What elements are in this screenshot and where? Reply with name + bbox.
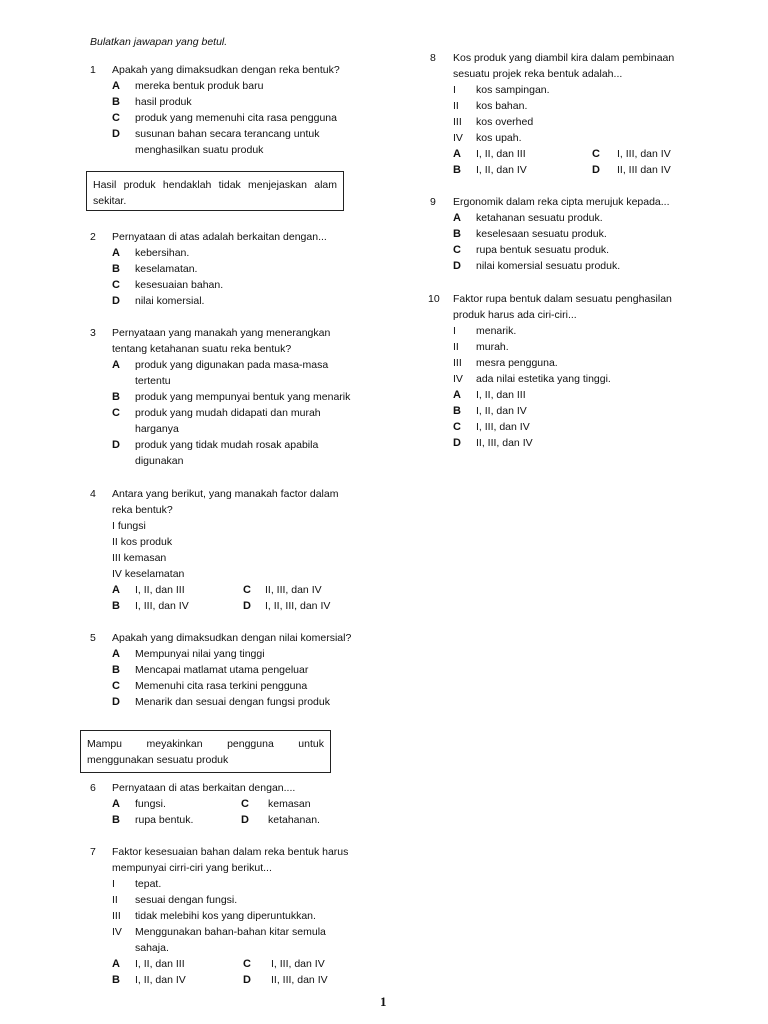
roman-item-4: ada nilai estetika yang tinggi.	[476, 373, 611, 385]
option-letter-b[interactable]: B	[112, 263, 120, 275]
question-stem: Faktor kesesuaian bahan dalam reka bentuk harus	[112, 846, 349, 858]
option-letter-a[interactable]: A	[112, 359, 120, 371]
option-text-d[interactable]: Menarik dan sesuai dengan fungsi produk	[135, 696, 330, 708]
question-number: 2	[90, 231, 96, 243]
option-text-c[interactable]: produk yang memenuhi cita rasa pengguna	[135, 112, 337, 124]
roman-item-4: kos upah.	[476, 132, 522, 144]
option-text-d-cont[interactable]: menghasilkan suatu produk	[135, 144, 264, 156]
option-text-a[interactable]: I, II, dan III	[476, 389, 526, 401]
roman-numeral-3: III	[453, 357, 462, 369]
instruction-text: Bulatkan jawapan yang betul.	[90, 36, 228, 48]
option-letter-a[interactable]: A	[453, 212, 461, 224]
option-letter-c[interactable]: C	[453, 421, 461, 433]
roman-item-1: menarik.	[476, 325, 517, 337]
option-text-a[interactable]: ketahanan sesuatu produk.	[476, 212, 603, 224]
question-stem: Pernyataan di atas adalah berkaitan dengan...	[112, 231, 327, 243]
roman-item-1: I fungsi	[112, 520, 146, 532]
roman-item-2: murah.	[476, 341, 509, 353]
option-text-a[interactable]: I, II, dan III	[135, 584, 185, 596]
option-text-a[interactable]: I, II, dan III	[135, 958, 185, 970]
option-letter-d[interactable]: D	[592, 164, 600, 176]
option-text-c[interactable]: I, III, dan IV	[617, 148, 671, 160]
option-text-a[interactable]: mereka bentuk produk baru	[135, 80, 264, 92]
option-letter-b[interactable]: B	[112, 974, 120, 986]
roman-numeral-2: II	[112, 894, 118, 906]
option-text-c[interactable]: rupa bentuk sesuatu produk.	[476, 244, 610, 256]
option-letter-d[interactable]: D	[112, 696, 120, 708]
roman-item-3: kos overhed	[476, 116, 534, 128]
option-letter-b[interactable]: B	[453, 164, 461, 176]
option-letter-b[interactable]: B	[453, 405, 461, 417]
question-number: 4	[90, 488, 96, 500]
option-letter-a[interactable]: A	[112, 798, 120, 810]
option-text-d[interactable]: II, III, dan IV	[476, 437, 533, 449]
option-letter-d[interactable]: D	[112, 439, 120, 451]
option-text-c[interactable]: II, III, dan IV	[265, 584, 322, 596]
option-letter-d[interactable]: D	[112, 295, 120, 307]
option-text-a[interactable]: fungsi.	[135, 798, 166, 810]
option-text-a-cont[interactable]: tertentu	[135, 375, 171, 387]
question-number: 9	[430, 196, 436, 208]
question-stem: Pernyataan yang manakah yang menerangkan	[112, 327, 331, 339]
option-letter-c[interactable]: C	[243, 958, 251, 970]
roman-numeral-4: IV	[112, 926, 122, 938]
option-letter-c[interactable]: C	[112, 279, 120, 291]
option-letter-c[interactable]: C	[241, 798, 249, 810]
option-letter-b[interactable]: B	[453, 228, 461, 240]
question-stem-cont: reka bentuk?	[112, 504, 173, 516]
option-text-c[interactable]: produk yang mudah didapati dan murah	[135, 407, 321, 419]
option-letter-c[interactable]: C	[243, 584, 251, 596]
option-letter-c[interactable]: C	[112, 112, 120, 124]
option-letter-a[interactable]: A	[112, 958, 120, 970]
question-number: 8	[430, 52, 436, 64]
option-letter-a[interactable]: A	[112, 247, 120, 259]
roman-numeral-1: I	[453, 325, 456, 337]
question-stem-cont: produk harus ada ciri-ciri...	[453, 309, 577, 321]
option-text-d[interactable]: I, II, III, dan IV	[265, 600, 331, 612]
question-stem-cont: mempunyai cirri-ciri yang berikut...	[112, 862, 272, 874]
roman-item-4-cont: sahaja.	[135, 942, 169, 954]
roman-item-1: tepat.	[135, 878, 162, 890]
question-number: 3	[90, 327, 96, 339]
option-text-b[interactable]: I, III, dan IV	[135, 600, 189, 612]
roman-item-3: mesra pengguna.	[476, 357, 558, 369]
roman-item-4: Menggunakan bahan-bahan kitar semula	[135, 926, 326, 938]
roman-numeral-2: II	[453, 341, 459, 353]
question-stem-cont: tentang ketahanan suatu reka bentuk?	[112, 343, 292, 355]
option-letter-a[interactable]: A	[112, 648, 120, 660]
roman-item-4: IV keselamatan	[112, 568, 185, 580]
option-text-b[interactable]: rupa bentuk.	[135, 814, 194, 826]
question-number: 6	[90, 782, 96, 794]
question-stem: Pernyataan di atas berkaitan dengan....	[112, 782, 296, 794]
option-text-a[interactable]: Mempunyai nilai yang tinggi	[135, 648, 265, 660]
option-text-c[interactable]: Memenuhi cita rasa terkini pengguna	[135, 680, 308, 692]
option-letter-c[interactable]: C	[112, 407, 120, 419]
option-text-c[interactable]: kemasan	[268, 798, 311, 810]
option-text-b[interactable]: I, II, dan IV	[476, 405, 527, 417]
roman-numeral-1: I	[112, 878, 115, 890]
roman-numeral-4: IV	[453, 132, 463, 144]
question-number: 10	[428, 293, 440, 305]
roman-numeral-2: II	[453, 100, 459, 112]
option-letter-b[interactable]: B	[112, 600, 120, 612]
option-text-c[interactable]: kesesuaian bahan.	[135, 279, 224, 291]
option-text-d[interactable]: produk yang tidak mudah rosak apabila	[135, 439, 319, 451]
question-stem: Faktor rupa bentuk dalam sesuatu penghasilan	[453, 293, 672, 305]
question-number: 5	[90, 632, 96, 644]
option-letter-a[interactable]: A	[453, 389, 461, 401]
roman-numeral-1: I	[453, 84, 456, 96]
option-text-b[interactable]: keselamatan.	[135, 263, 198, 275]
option-text-a[interactable]: produk yang digunakan pada masa-masa	[135, 359, 329, 371]
question-stem-cont: sesuatu projek reka bentuk adalah...	[453, 68, 623, 80]
question-number: 1	[90, 64, 96, 76]
question-stem: Apakah yang dimaksudkan dengan nilai komersial?	[112, 632, 352, 644]
option-text-d[interactable]: ketahanan.	[268, 814, 320, 826]
option-letter-d[interactable]: D	[243, 600, 251, 612]
option-letter-b[interactable]: B	[112, 96, 120, 108]
option-letter-d[interactable]: D	[241, 814, 249, 826]
option-text-c[interactable]: I, III, dan IV	[476, 421, 530, 433]
roman-numeral-3: III	[453, 116, 462, 128]
roman-numeral-3: III	[112, 910, 121, 922]
option-text-b[interactable]: I, II, dan IV	[135, 974, 186, 986]
option-letter-d[interactable]: D	[243, 974, 251, 986]
option-text-d-cont[interactable]: digunakan	[135, 455, 184, 467]
option-letter-c[interactable]: C	[592, 148, 600, 160]
roman-item-2: sesuai dengan fungsi.	[135, 894, 238, 906]
option-letter-b[interactable]: B	[112, 814, 120, 826]
option-letter-b[interactable]: B	[112, 664, 120, 676]
option-letter-a[interactable]: A	[453, 148, 461, 160]
roman-item-1: kos sampingan.	[476, 84, 550, 96]
option-text-d[interactable]: susunan bahan secara terancang untuk	[135, 128, 320, 140]
option-text-a[interactable]: I, II, dan III	[476, 148, 526, 160]
statement-box-2: Mampu meyakinkan pengguna untuk menggunakan sesuatu produk	[80, 730, 331, 773]
option-text-c[interactable]: I, III, dan IV	[271, 958, 325, 970]
option-letter-d[interactable]: D	[453, 437, 461, 449]
option-text-a[interactable]: kebersihan.	[135, 247, 190, 259]
option-text-b[interactable]: Mencapai matlamat utama pengeluar	[135, 664, 309, 676]
option-text-b[interactable]: hasil produk	[135, 96, 192, 108]
option-letter-b[interactable]: B	[112, 391, 120, 403]
question-stem: Apakah yang dimaksudkan dengan reka bentuk?	[112, 64, 340, 76]
option-text-d[interactable]: II, III, dan IV	[271, 974, 328, 986]
statement-box-1: Hasil produk hendaklah tidak menjejaskan alam sekitar.	[86, 171, 344, 211]
question-number: 7	[90, 846, 96, 858]
option-text-d[interactable]: II, III dan IV	[617, 164, 671, 176]
question-stem: Kos produk yang diambil kira dalam pembinaan	[453, 52, 675, 64]
question-stem: Antara yang berikut, yang manakah factor dalam	[112, 488, 339, 500]
question-stem: Ergonomik dalam reka cipta merujuk kepada...	[453, 196, 670, 208]
option-letter-d[interactable]: D	[453, 260, 461, 272]
page-number: 1	[380, 994, 387, 1009]
option-text-b[interactable]: I, II, dan IV	[476, 164, 527, 176]
option-text-d[interactable]: nilai komersial sesuatu produk.	[476, 260, 621, 272]
roman-item-2: II kos produk	[112, 536, 173, 548]
roman-item-3: tidak melebihi kos yang diperuntukkan.	[135, 910, 316, 922]
roman-numeral-4: IV	[453, 373, 463, 385]
option-text-b[interactable]: keselesaan sesuatu produk.	[476, 228, 607, 240]
option-letter-d[interactable]: D	[112, 128, 120, 140]
option-letter-a[interactable]: A	[112, 80, 120, 92]
option-text-b[interactable]: produk yang mempunyai bentuk yang menarik	[135, 391, 351, 403]
option-text-c-cont[interactable]: harganya	[135, 423, 179, 435]
option-letter-c[interactable]: C	[453, 244, 461, 256]
option-text-d[interactable]: nilai komersial.	[135, 295, 205, 307]
option-letter-c[interactable]: C	[112, 680, 120, 692]
roman-item-2: kos bahan.	[476, 100, 528, 112]
roman-item-3: III kemasan	[112, 552, 167, 564]
option-letter-a[interactable]: A	[112, 584, 120, 596]
